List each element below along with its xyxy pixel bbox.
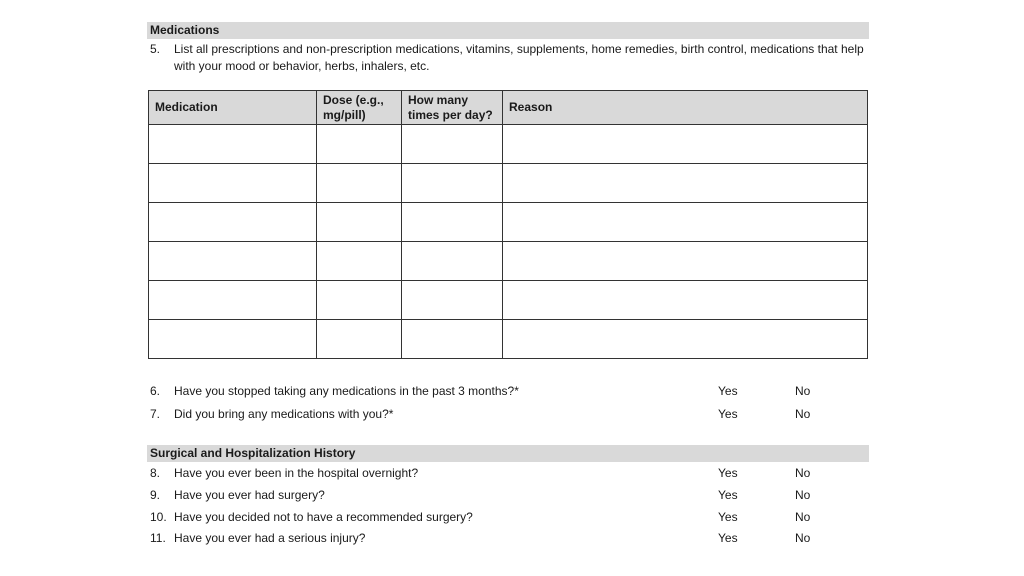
dose-cell[interactable]	[317, 242, 402, 281]
reason-cell[interactable]	[503, 125, 868, 164]
medication-cell[interactable]	[149, 320, 317, 359]
yes-option[interactable]: Yes	[718, 488, 738, 502]
question-number: 7.	[150, 407, 161, 421]
yes-option[interactable]: Yes	[718, 466, 738, 480]
question-text: Have you stopped taking any medications in the past 3 months?*	[174, 384, 519, 398]
question-number: 6.	[150, 384, 161, 398]
dose-column-header: Dose (e.g., mg/pill)	[317, 91, 402, 125]
reason-cell[interactable]	[503, 281, 868, 320]
frequency-cell[interactable]	[402, 203, 503, 242]
question-row	[150, 486, 870, 504]
question-text: List all prescriptions and non-prescription medications, vitamins, supplements, home remedies, birth control, medications that help with your mood or behavior, herbs, inhalers, etc.	[174, 42, 864, 73]
frequency-cell[interactable]	[402, 125, 503, 164]
medication-cell[interactable]	[149, 164, 317, 203]
no-option[interactable]: No	[795, 488, 811, 502]
question-number: 8.	[150, 466, 161, 480]
reason-cell[interactable]	[503, 164, 868, 203]
no-option[interactable]: No	[795, 510, 811, 524]
question-row	[150, 529, 870, 547]
reason-cell[interactable]	[503, 242, 868, 281]
question-row	[150, 405, 870, 423]
question-number: 10.	[150, 510, 167, 524]
table-header-row	[149, 91, 868, 125]
dose-cell[interactable]	[317, 164, 402, 203]
reason-cell[interactable]	[503, 203, 868, 242]
question-number: 9.	[150, 488, 161, 502]
medication-column-header: Medication	[149, 91, 317, 125]
question-text: Have you decided not to have a recommended surgery?	[174, 510, 473, 524]
reason-column-header: Reason	[503, 91, 868, 125]
medication-cell[interactable]	[149, 203, 317, 242]
dose-cell[interactable]	[317, 320, 402, 359]
question-row	[150, 464, 870, 482]
table-row	[149, 164, 868, 203]
yes-option[interactable]: Yes	[718, 407, 738, 421]
medication-cell[interactable]	[149, 125, 317, 164]
no-option[interactable]: No	[795, 531, 811, 545]
frequency-column-header: How many times per day?	[402, 91, 503, 125]
table-row	[149, 281, 868, 320]
surgical-section-header: Surgical and Hospitalization History	[147, 445, 869, 462]
dose-cell[interactable]	[317, 203, 402, 242]
table-row	[149, 125, 868, 164]
question-text: Have you ever been in the hospital overnight?	[174, 466, 419, 480]
question-row	[150, 508, 870, 526]
question-number: 11.	[150, 531, 166, 545]
question-row	[150, 382, 870, 400]
medication-cell[interactable]	[149, 242, 317, 281]
frequency-cell[interactable]	[402, 242, 503, 281]
no-option[interactable]: No	[795, 407, 811, 421]
question-text: Have you ever had a serious injury?	[174, 531, 366, 545]
frequency-cell[interactable]	[402, 281, 503, 320]
frequency-cell[interactable]	[402, 320, 503, 359]
medications-table	[148, 90, 868, 359]
table-row	[149, 203, 868, 242]
table-row	[149, 320, 868, 359]
yes-option[interactable]: Yes	[718, 531, 738, 545]
dose-cell[interactable]	[317, 281, 402, 320]
medication-cell[interactable]	[149, 281, 317, 320]
no-option[interactable]: No	[795, 466, 811, 480]
reason-cell[interactable]	[503, 320, 868, 359]
frequency-cell[interactable]	[402, 164, 503, 203]
question-text: Did you bring any medications with you?*	[174, 407, 394, 421]
question-text: Have you ever had surgery?	[174, 488, 325, 502]
yes-option[interactable]: Yes	[718, 510, 738, 524]
dose-cell[interactable]	[317, 125, 402, 164]
table-row	[149, 242, 868, 281]
no-option[interactable]: No	[795, 384, 811, 398]
question-number: 5.	[150, 42, 161, 56]
yes-option[interactable]: Yes	[718, 384, 738, 398]
medications-section-header: Medications	[147, 22, 869, 39]
